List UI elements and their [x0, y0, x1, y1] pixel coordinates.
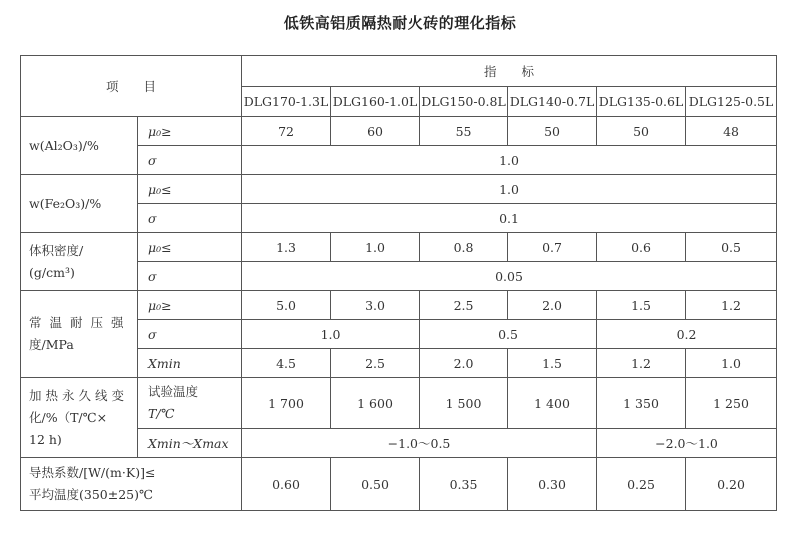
test-temp-label [138, 378, 242, 429]
cell: 0.6 [597, 233, 686, 262]
range-label: Xmin～Xmax [138, 429, 242, 458]
grade-header: DLG150-0.8L [420, 86, 508, 117]
cell: 0.5 [420, 320, 597, 349]
cell: 1.0 [242, 146, 777, 175]
cell: 1.2 [597, 349, 686, 378]
cell: 0.8 [420, 233, 508, 262]
plc-label [21, 378, 138, 458]
grade-header: DLG125-0.5L [686, 86, 777, 117]
cell: 2.5 [420, 291, 508, 320]
cell: 0.1 [242, 204, 777, 233]
sigma-label: σ [138, 146, 242, 175]
cell: 2.5 [331, 349, 420, 378]
al2o3-label: w(Al₂O₃)/% [21, 117, 138, 175]
plc-label-line3: 12 h) [29, 431, 62, 447]
cell: 50 [508, 117, 597, 146]
cell: 1 700 [242, 378, 331, 429]
plc-label-line1: 加热永久线变 [29, 387, 129, 403]
header-item: 项 目 [21, 56, 242, 117]
cell: 1.2 [686, 291, 777, 320]
grade-header: DLG135-0.6L [597, 86, 686, 117]
mu-label: μ₀≥ [138, 117, 242, 146]
strength-label-line1: 常温耐压强 [29, 315, 132, 330]
density-label-line1: 体积密度/ [29, 242, 84, 258]
conductivity-label-line2: 平均温度(350±25)℃ [29, 487, 153, 502]
cell: 1.0 [686, 349, 777, 378]
grade-header: DLG140-0.7L [508, 86, 597, 117]
cell: 50 [597, 117, 686, 146]
grade-header: DLG170-1.3L [242, 86, 331, 117]
test-temp-label-line2: T/℃ [148, 406, 175, 421]
mu-label: μ₀≤ [138, 233, 242, 262]
sigma-label: σ [138, 262, 242, 291]
cell: 0.60 [242, 458, 331, 511]
sigma-label: σ [138, 204, 242, 233]
cell: 60 [331, 117, 420, 146]
cell: 2.0 [420, 349, 508, 378]
cell: 1 250 [686, 378, 777, 429]
cell: 1 400 [508, 378, 597, 429]
cell: 1.0 [242, 320, 420, 349]
cell: −2.0～1.0 [597, 429, 777, 458]
cell: 0.50 [331, 458, 420, 511]
mu-label: μ₀≥ [138, 291, 242, 320]
cell: 1.5 [597, 291, 686, 320]
test-temp-label-line1: 试验温度 [148, 384, 199, 399]
cell: 5.0 [242, 291, 331, 320]
cell: 1.3 [242, 233, 331, 262]
mu-label: μ₀≤ [138, 175, 242, 204]
cell: 0.2 [597, 320, 777, 349]
cell: 1.5 [508, 349, 597, 378]
cell: 48 [686, 117, 777, 146]
cell: 0.05 [242, 262, 777, 291]
strength-label-line2: 度/MPa [29, 337, 74, 352]
cell: 3.0 [331, 291, 420, 320]
fe2o3-label: w(Fe₂O₃)/% [21, 175, 138, 233]
cell: 72 [242, 117, 331, 146]
header-index: 指 标 [242, 56, 777, 87]
sigma-label: σ [138, 320, 242, 349]
cell: 0.35 [420, 458, 508, 511]
cell: 0.30 [508, 458, 597, 511]
cell: 1 350 [597, 378, 686, 429]
cell: −1.0～0.5 [242, 429, 597, 458]
cell: 0.25 [597, 458, 686, 511]
plc-label-line2: 化/%（T/℃× [29, 409, 108, 425]
cell: 4.5 [242, 349, 331, 378]
cell: 2.0 [508, 291, 597, 320]
properties-table [20, 55, 777, 511]
document-title: 低铁高铝质隔热耐火砖的理化指标 [283, 14, 517, 32]
cell: 0.7 [508, 233, 597, 262]
cell: 0.5 [686, 233, 777, 262]
cell: 0.20 [686, 458, 777, 511]
grade-header: DLG160-1.0L [331, 86, 420, 117]
cell: 1 500 [420, 378, 508, 429]
conductivity-label [21, 458, 242, 511]
cell: 1.0 [331, 233, 420, 262]
density-label-line2: (g/cm³) [29, 264, 75, 280]
strength-label [21, 291, 138, 378]
cell: 1.0 [242, 175, 777, 204]
density-label [21, 233, 138, 291]
conductivity-label-line1: 导热系数/[W/(m·K)]≤ [29, 465, 156, 480]
xmin-label: Xmin [138, 349, 242, 378]
cell: 55 [420, 117, 508, 146]
cell: 1 600 [331, 378, 420, 429]
